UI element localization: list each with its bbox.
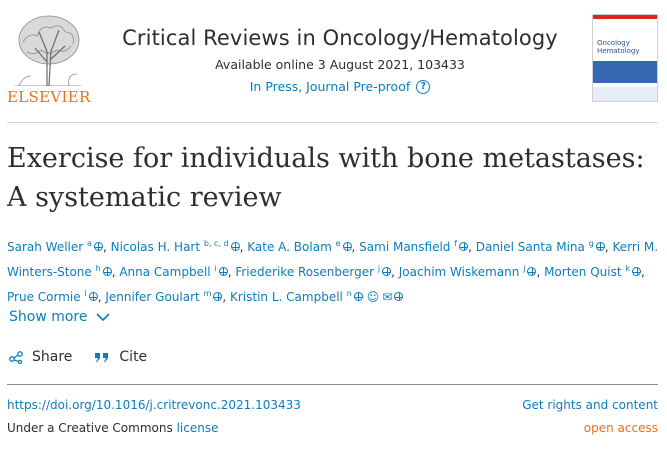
author-link[interactable] [7, 240, 103, 254]
author-name[interactable]: Anna Campbell [119, 265, 211, 279]
affiliation-marker[interactable]: h [95, 264, 101, 273]
show-more-label[interactable]: Show more [9, 309, 88, 325]
cite-label[interactable]: Cite [119, 349, 148, 365]
elsevier-tree-icon [9, 12, 87, 86]
author-link[interactable] [105, 290, 222, 304]
help-icon[interactable]: ? [416, 80, 430, 94]
rights-link[interactable]: Get rights and content [522, 398, 658, 412]
author-profile-icon[interactable] [354, 292, 363, 301]
author-profile-icon[interactable] [103, 267, 112, 276]
author-profile-icon[interactable] [394, 292, 403, 301]
author-profile-icon[interactable] [632, 267, 641, 276]
cover-title-line2: Hematology [597, 47, 640, 55]
author-separator: , [97, 290, 106, 304]
doi-link[interactable]: https://doi.org/10.1016/j.critrevonc.2021.103433 [7, 398, 301, 412]
author-separator: , [102, 240, 111, 254]
share-label[interactable]: Share [32, 349, 73, 365]
author-separator: , [468, 240, 476, 254]
cover-title-line1: Oncology [597, 39, 630, 47]
author-profile-icon[interactable] [94, 242, 103, 251]
journal-status[interactable] [100, 79, 580, 94]
elsevier-wordmark: ELSEVIER [7, 88, 91, 106]
author-separator: , [351, 240, 360, 254]
author-name[interactable]: Nicolas H. Hart [110, 240, 201, 254]
author-link[interactable] [235, 265, 391, 279]
chevron-down-icon [96, 313, 110, 322]
affiliation-marker[interactable]: k [625, 264, 631, 273]
affiliation-marker[interactable]: g [588, 239, 594, 248]
author-name[interactable]: Kate A. Bolam [247, 240, 332, 254]
author-list [7, 233, 662, 308]
affiliation-marker[interactable]: j [523, 264, 526, 273]
journal-title[interactable]: Critical Reviews in Oncology/Hematology [122, 26, 558, 50]
author-profile-icon[interactable] [382, 267, 391, 276]
author-name[interactable]: Kristin L. Campbell [230, 290, 343, 304]
author-profile-icon[interactable] [213, 292, 222, 301]
author-name[interactable]: Prue Cormie [7, 290, 81, 304]
author-link[interactable] [119, 265, 227, 279]
license-statement [7, 421, 218, 435]
author-name[interactable]: Joachim Wiskemann [398, 265, 520, 279]
author-profile-icon[interactable] [343, 242, 352, 251]
author-name[interactable]: Sarah Weller [7, 240, 84, 254]
author-separator: , [111, 265, 120, 279]
cover-image-band [593, 61, 657, 83]
author-name[interactable]: Daniel Santa Mina [475, 240, 585, 254]
author-link[interactable] [399, 265, 537, 279]
author-link[interactable] [247, 240, 351, 254]
journal-header [0, 0, 667, 122]
author-name[interactable]: Kerri M. Winters-Stone [7, 240, 659, 279]
cover-title [597, 39, 640, 55]
affiliation-marker[interactable]: a [87, 239, 92, 248]
author-separator: , [536, 265, 545, 279]
author-name[interactable]: Jennifer Goulart [105, 290, 200, 304]
article-title: Exercise for individuals with bone metastases: A systematic review [7, 143, 645, 213]
article-actions [9, 349, 169, 365]
author-link[interactable] [111, 240, 240, 254]
share-icon [9, 350, 23, 364]
journal-status-label[interactable]: In Press, Journal Pre-proof [249, 79, 411, 94]
author-separator: , [222, 290, 230, 304]
author-separator: , [604, 240, 613, 254]
author-link[interactable] [359, 240, 468, 254]
author-profile-icon[interactable] [219, 267, 228, 276]
cite-button[interactable] [94, 349, 147, 365]
available-online-date: Available online 3 August 2021, 103433 [215, 57, 465, 72]
quote-icon [94, 351, 110, 363]
author-separator: , [641, 265, 645, 279]
affiliation-marker[interactable]: f [454, 239, 458, 248]
author-separator: , [227, 265, 236, 279]
author-link[interactable] [544, 265, 641, 279]
share-button[interactable] [9, 349, 72, 365]
affiliation-marker[interactable]: e [335, 239, 341, 248]
author-profile-icon[interactable] [231, 242, 240, 251]
open-access-badge: open access [583, 421, 658, 435]
license-prefix: Under a Creative Commons [7, 421, 173, 435]
affiliation-marker[interactable]: l [84, 289, 87, 298]
author-link[interactable] [7, 290, 98, 304]
author-name[interactable]: Morten Quist [544, 265, 622, 279]
person-icon[interactable]: ☺ [366, 290, 380, 304]
journal-cover-image[interactable] [592, 14, 658, 102]
affiliation-marker[interactable]: n [346, 289, 352, 298]
cover-accent-band [593, 15, 657, 19]
author-separator: , [391, 265, 399, 279]
elsevier-logo[interactable] [7, 12, 89, 104]
show-more-button[interactable] [9, 309, 110, 325]
affiliation-marker[interactable]: i [214, 264, 217, 273]
license-link[interactable]: license [176, 421, 219, 435]
email-icon[interactable]: ✉ [382, 290, 393, 304]
author-link[interactable] [230, 290, 403, 304]
author-profile-icon[interactable] [596, 242, 605, 251]
actions-divider [7, 384, 658, 385]
affiliation-marker[interactable]: m [203, 289, 212, 298]
affiliation-marker[interactable]: b, c, d [203, 239, 229, 248]
author-link[interactable] [476, 240, 605, 254]
affiliation-marker[interactable]: j [377, 264, 381, 273]
author-name[interactable]: Sami Mansfield [359, 240, 451, 254]
author-profile-icon[interactable] [459, 242, 468, 251]
header-divider [7, 122, 658, 123]
author-name[interactable]: Friederike Rosenberger [235, 265, 375, 279]
author-separator: , [239, 240, 248, 254]
cover-footer [593, 87, 657, 101]
author-profile-icon[interactable] [89, 292, 98, 301]
